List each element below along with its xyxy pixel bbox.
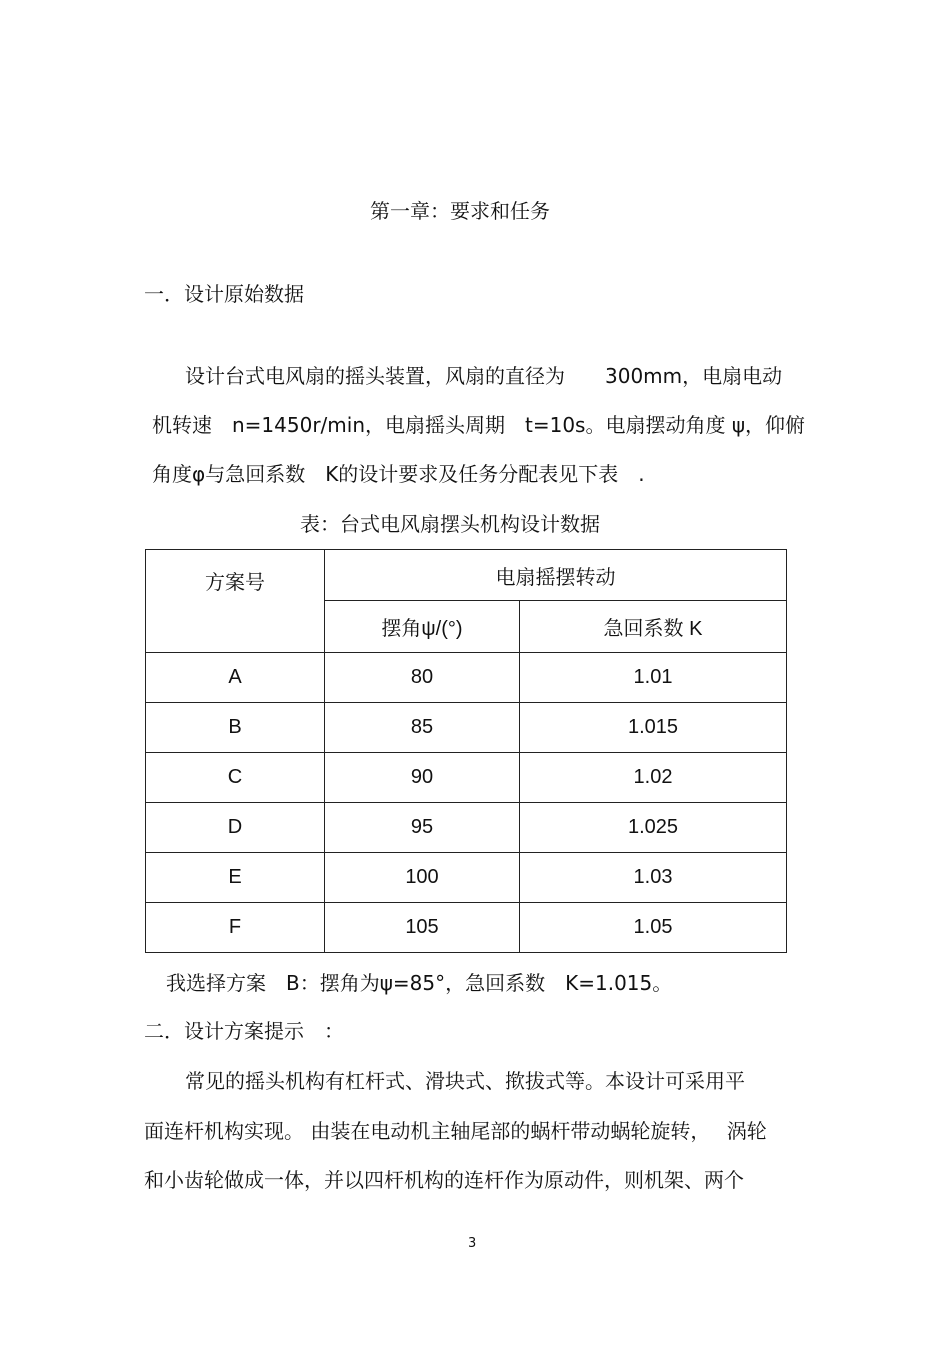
table-row	[146, 653, 787, 703]
chapter-title: 第一章：要求和任务	[370, 199, 550, 223]
cell-k: 1.01	[520, 653, 787, 703]
table-caption: 表：台式电风扇摆头机构设计数据	[300, 512, 600, 536]
cell-angle: 95	[325, 803, 520, 853]
cell-scheme: E	[146, 853, 325, 903]
table-row	[146, 703, 787, 753]
header-swing-rotation: 电扇摇摆转动	[325, 550, 787, 601]
cell-angle: 80	[325, 653, 520, 703]
cell-angle: 105	[325, 903, 520, 953]
cell-scheme: C	[146, 753, 325, 803]
header-swing-angle: 摆角ψ/(°)	[325, 601, 520, 653]
paragraph-line: 常见的摇头机构有杠杆式、滑块式、揿拔式等。本设计可采用平	[185, 1069, 745, 1093]
section-heading-design-data: 一．设计原始数据	[144, 282, 304, 306]
cell-k: 1.05	[520, 903, 787, 953]
cell-scheme: A	[146, 653, 325, 703]
paragraph-line: 和小齿轮做成一体，并以四杆机构的连杆作为原动件，则机架、两个	[144, 1168, 744, 1192]
cell-scheme: F	[146, 903, 325, 953]
table-row	[146, 853, 787, 903]
page-number: 3	[468, 1236, 477, 1251]
design-data-table	[145, 549, 787, 953]
header-return-coefficient: 急回系数 K	[520, 601, 787, 653]
paragraph-line: 机转速 n=1450r/min，电扇摇头周期 t=10s。电扇摆动角度 ψ，仰俯	[152, 413, 806, 437]
header-scheme: 方案号	[146, 550, 325, 653]
selected-scheme-text: 我选择方案 B：摆角为ψ=85°，急回系数 K=1.015。	[166, 971, 673, 995]
cell-scheme: D	[146, 803, 325, 853]
table-row	[146, 803, 787, 853]
table-row	[146, 903, 787, 953]
cell-k: 1.02	[520, 753, 787, 803]
paragraph-line: 角度φ与急回系数 K的设计要求及任务分配表见下表 .	[152, 462, 645, 486]
cell-k: 1.03	[520, 853, 787, 903]
cell-angle: 85	[325, 703, 520, 753]
cell-k: 1.015	[520, 703, 787, 753]
cell-angle: 90	[325, 753, 520, 803]
cell-k: 1.025	[520, 803, 787, 853]
paragraph-line: 面连杆机构实现。 由装在电动机主轴尾部的蜗杆带动蜗轮旋转， 涡轮	[144, 1119, 767, 1143]
table-row	[146, 753, 787, 803]
cell-scheme: B	[146, 703, 325, 753]
paragraph-line: 设计台式电风扇的摇头装置，风扇的直径为 300mm，电扇电动	[185, 364, 783, 388]
section-heading-design-hints: 二．设计方案提示 ：	[144, 1019, 344, 1043]
cell-angle: 100	[325, 853, 520, 903]
